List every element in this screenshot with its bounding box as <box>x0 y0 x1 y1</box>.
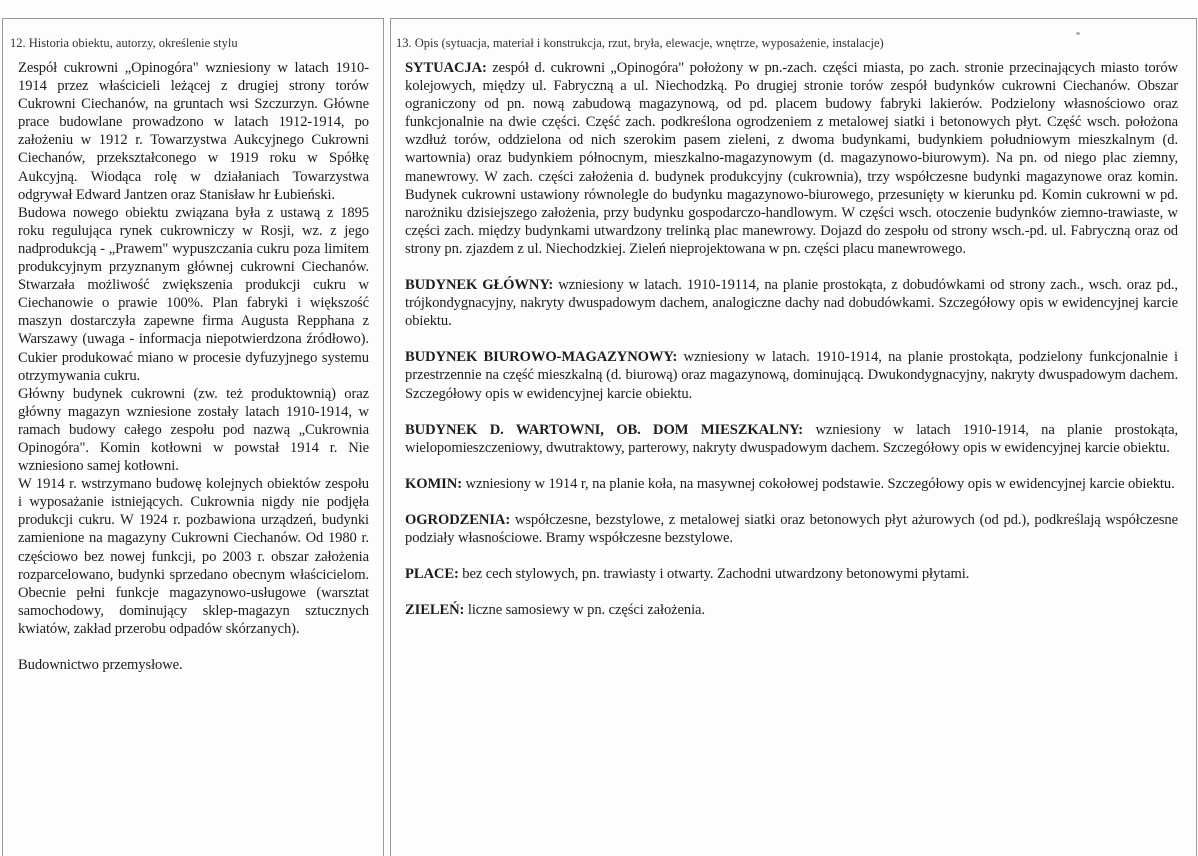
entry-label: ZIELEŃ: <box>405 602 465 619</box>
history-paragraph: Budowa nowego obiektu związana była z ustawą z 1895 roku regulująca rynek cukrowniczy w Rosji, wz. z jego nadprodukcją - „Prawem" wypuszczania cukru poza limitem produkcyjnym przyznanym głównej cukrowni Ciechanów. Stwarzała możliwość zwiększenia produkcji cukru w Ciechanowie o prawie 100%. Plan fabryki i większość maszyn dostarczyła zapewne firma Augusta Repphana z Warszawy (uwaga - informacja niepotwierdzona źródłowo). Cukier produkować miano w procesie dyfuzyjnego systemu otrzymywania cukru. <box>18 204 369 384</box>
history-paragraph: Główny budynek cukrowni (zw. też produktownią) oraz główny magazyn wzniesione zostały latach 1910-1914, w ramach budowy całego zespołu pod nazwą „Cukrownia Opinogóra". Komin kotłowni w powstał 1914 r. Nie wzniesiono samej kotłowni. <box>18 385 369 475</box>
description-entry-place <box>405 565 1178 583</box>
entry-label: PLACE: <box>405 566 459 583</box>
entry-text: zespół d. cukrowni „Opinogóra" położony w pn.-zach. części miasta, po zach. stronie przecinających miasto torów kolejowych, między ul. Fabryczną a ul. Niechodzką. Po drugiej stronie torów zespół budynków cukrowni Ciechanów. Obszar ograniczony od pn. nową zabudową magazynową, od pd. placem budowy fabryki lakierów. Podzielony własnościowo oraz funkcjonalnie na dwie części. Część zach. podkreślona ogrodzeniem z metalowej siatki i betonowych płyt. Część wsch. położona wzdłuż torów, oddzielona od nich szerokim pasem zieleni, z dwoma budynkami, budynkiem południowym mieszkalnym (d. wartownia) oraz budynkiem północnym, mieszkalno-magazynowym (d. magazynowo-biurowym). Na pn. od niego plac ziemny, manewrowy. W zach. części założenia d. budynek produkcyjny (cukrownia), trzy współczesne budynki magazynowe oraz komin. Budynek cukrowni ustawiony równolegle do budynku magazynowo-biurowego, przesunięty w kierunku pd. Komin cukrowni w pd. narożniku dzisiejszego założenia, przy budynku gospodarczo-handlowym. W części wsch. otoczenie budynków ziemno-trawiaste, w części zach. między budynkami utwardzony trelinką plac manewrowy. Dojazd do zespołu od strony wsch.-pd. ul. Fabryczną oraz od strony pn. zjazdem z ul. Niechodzkiej. Zieleń nieprojektowana w pn. części placu manewrowego. <box>405 60 1178 257</box>
description-entry-sytuacja <box>405 59 1178 258</box>
entry-text: współczesne, bezstylowe, z metalowej siatki oraz betonowych płyt ażurowych (od pd.), podkreślają współczesne podziały własnościowe. Bramy współczesne bezstylowe. <box>405 511 1178 546</box>
description-text-column <box>405 59 1178 619</box>
entry-label: BUDYNEK D. WARTOWNI, OB. DOM MIESZKALNY: <box>405 421 804 438</box>
section-13-heading: 13. Opis (sytuacja, materiał i konstrukcja, rzut, bryła, elewacje, wnętrze, wyposażenie, instalacje) <box>396 36 884 50</box>
description-entry-zielen <box>405 601 1178 619</box>
history-paragraph: Zespół cukrowni „Opinogóra" wzniesiony w latach 1910-1914 przez właścicieli leżącej z drugiej strony torów Cukrowni Ciechanów, na gruntach wsi Szczurzyn. Główne prace budowlane prowadzono w latach 1912-1914, po założeniu w 1912 r. Towarzystwa Aukcyjnego Cukrowni Ciechanów, przekształconego w 1919 roku w Spółkę Aukcyjną. Wiodąca rolę w działaniach Towarzystwa odgrywał Edward Jantzen oraz Stanisław hr Łubieński. <box>18 60 369 203</box>
entry-text: liczne samosiewy w pn. części założenia. <box>467 602 705 619</box>
scan-speck <box>1076 32 1080 35</box>
description-entry-ogrodzenia <box>405 511 1178 547</box>
entry-label: BUDYNEK GŁÓWNY: <box>405 277 554 294</box>
entry-label: SYTUACJA: <box>405 60 487 76</box>
entry-text: wzniesiony w latach. 1910-19114, na planie prostokąta, z dobudówkami od strony zach., wsch. oraz pd., trójkondygnacyjny, nakryty dwuspadowym dachem, analogiczne dachy nad dobudówkami. Szczegółowy opis w ewidencyjnej karcie obiektu. <box>405 277 1178 330</box>
entry-text: wzniesiony w latach 1910-1914, na planie prostokąta, wielopomieszczeniowy, dwutraktowy, parterowy, nakryty dwuspadowym dachem. Szczegółowy opis w ewidencyjnej karcie obiektu. <box>405 421 1179 456</box>
entry-label: BUDYNEK BIUROWO-MAGAZYNOWY: <box>405 349 678 366</box>
description-entry-budynek-biurowo-magazynowy <box>405 348 1178 402</box>
style-classification: Budownictwo przemysłowe. <box>18 657 183 673</box>
description-entry-budynek-glowny <box>405 276 1178 330</box>
entry-text: wzniesiony w 1914 r, na planie koła, na masywnej cokołowej podstawie. Szczegółowy opis w ewidencyjnej karcie obiektu. <box>465 475 1175 492</box>
description-entry-budynek-wartowni <box>405 421 1178 457</box>
history-text-column <box>18 59 369 674</box>
description-entry-komin <box>405 475 1178 493</box>
entry-label: KOMIN: <box>405 475 462 492</box>
history-paragraph: W 1914 r. wstrzymano budowę kolejnych obiektów zespołu i wyposażanie istniejących. Cukrownia nigdy nie podjęła produkcji cukru. W 1924 r. pozbawiona urządzeń, budynki zamienione na magazyny Cukrowni Ciechanów. Od 1980 r. częściowo bez nowej funkcji, po 2003 r. obszar założenia rozparcelowano, budynki sprzedano obecnym właścicielom. Obecnie pełni funkcje magazynowo-usługowe (warsztat samochodowy, dominujący sklep-magazyn sztucznych kwiatów, zakład przerobu odpadów skórzanych). <box>18 476 369 637</box>
entry-label: OGRODZENIA: <box>405 511 511 528</box>
entry-text: wzniesiony w latach. 1910-1914, na planie prostokąta, podzielony funkcjonalnie i przestrzennie na część mieszkalną (d. biurową) oraz magazynową, dominującą. Dwukondygnacyjny, nakryty dwuspadowym dachem. Szczegółowy opis w ewidencyjnej karcie obiektu. <box>405 349 1178 402</box>
entry-text: bez cech stylowych, pn. trawiasty i otwarty. Zachodni utwardzony betonowymi płytami. <box>462 566 970 583</box>
section-12-heading: 12. Historia obiektu, autorzy, określenie stylu <box>10 36 238 50</box>
